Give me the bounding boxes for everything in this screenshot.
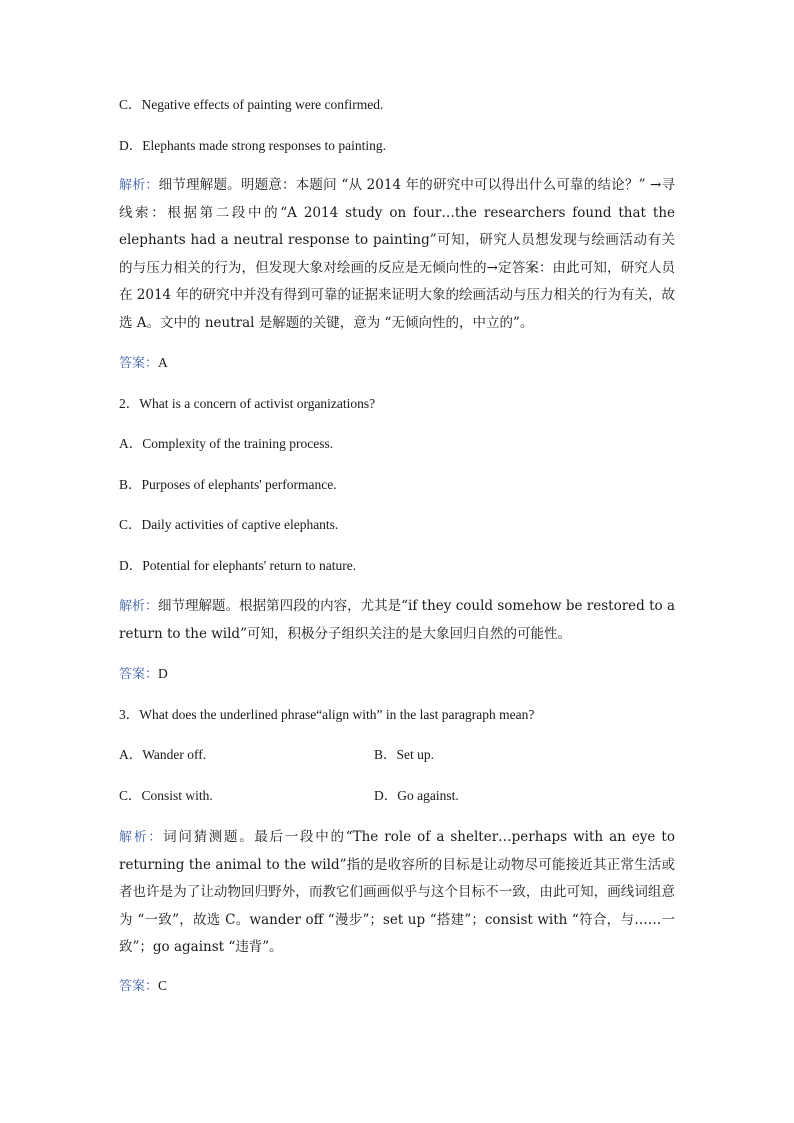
q2-question: 2．What is a concern of activist organizations? — [119, 396, 376, 411]
q2-option-c: C．Daily activities of captive elephants. — [119, 517, 339, 532]
q2-option-a: A．Complexity of the training process. — [119, 436, 334, 451]
analysis-text: 细节理解题。根据第四段的内容，尤其是“if they could somehow be restored to a return to the wild”可知，积极分子组织关注的是大象回归自然的可能性。 — [119, 598, 675, 642]
answer-value: C — [158, 978, 168, 993]
q3-option-c: C．Consist with. — [119, 788, 213, 803]
answer-value: A — [158, 355, 168, 370]
q2-answer — [119, 667, 168, 682]
q3-option-d: D．Go against. — [374, 788, 459, 803]
q3-option-b: B．Set up. — [374, 747, 435, 762]
analysis-label: 解析： — [119, 599, 159, 614]
q1-option-d: D．Elephants made strong responses to painting. — [119, 138, 386, 153]
analysis-text: 词问猜测题。最后一段中的“The role of a shelter…perhaps with an eye to returning the animal to the wild”指的是收容所的目标是让动物尽可能接近其正常生活或者也许是为了让动物回归野外，而教它们画画似乎与这个目标不一致，由此可知，画线词组意为 “一致”，故选 C。wander off “漫步”；set up “搭建”；consist with “符合，与……一致”；go against “违背”。 — [119, 829, 675, 955]
q2-option-b: B．Purposes of elephants' performance. — [119, 477, 337, 492]
q3-analysis — [119, 824, 675, 962]
analysis-text: 细节理解题。明题意：本题问 “从 2014 年的研究中可以得出什么可靠的结论？” →寻线索：根据第二段中的“A 2014 study on four…the researchers found that the elephants had a neutral response to painting”可知，研究人员想发现与绘画活动有关的与压力相关的行为，但发现大象对绘画的反应是无倾向性的→定答案：由此可知，研究人员在 2014 年的研究中并没有得到可靠的证据来证明大象的绘画活动与压力相关的行为有关，故选 A。文中的 neutral 是解题的关键，意为 “无倾向性的，中立的”。 — [119, 177, 675, 331]
q1-option-c: C．Negative effects of painting were confirmed. — [119, 97, 384, 112]
answer-label: 答案： — [119, 356, 159, 371]
analysis-label: 解析： — [119, 830, 164, 845]
q3-option-a: A．Wander off. — [119, 747, 207, 762]
q3-answer — [119, 979, 167, 994]
q2-option-d: D．Potential for elephants' return to nature. — [119, 558, 357, 573]
q3-question: 3．What does the underlined phrase“align with” in the last paragraph mean? — [119, 707, 535, 722]
answer-value: D — [158, 666, 168, 681]
q2-analysis — [119, 593, 675, 648]
answer-label: 答案： — [119, 667, 159, 682]
answer-label: 答案： — [119, 979, 159, 994]
analysis-label: 解析： — [119, 178, 159, 193]
q1-analysis — [119, 172, 675, 337]
q1-answer — [119, 356, 168, 371]
